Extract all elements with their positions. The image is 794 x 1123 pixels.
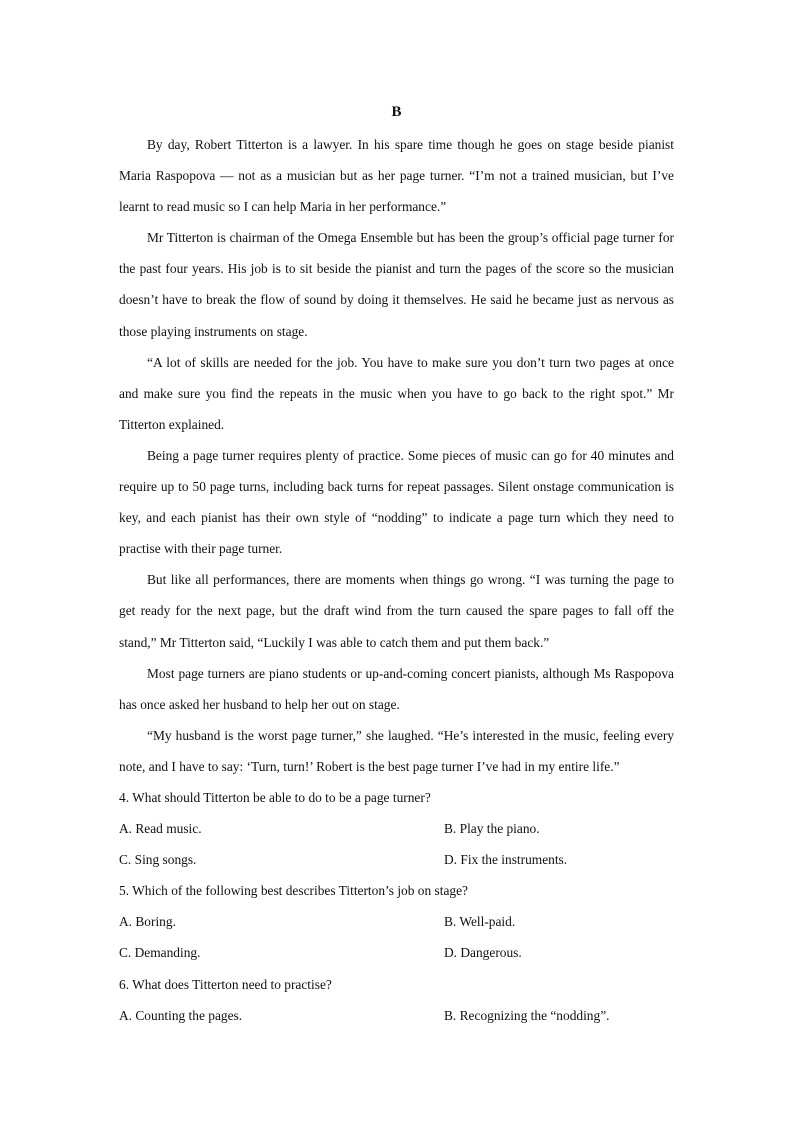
option-a: A. Read music.	[119, 821, 202, 837]
answer-options	[119, 906, 674, 968]
question-4	[119, 782, 674, 875]
option-a: A. Boring.	[119, 914, 176, 930]
passage-paragraph-2: Mr Titterton is chairman of the Omega Ensemble but has been the group’s official page turner for the past four years. His job is to sit beside the pianist and turn the pages of the score so the musician doesn’t have to break the flow of sound by doing it themselves. He said he became just as nervous as those playing instruments on stage.	[119, 230, 674, 339]
question-stem: 4. What should Titterton be able to do to be a page turner?	[119, 789, 431, 805]
question-stem: 5. Which of the following best describes Titterton’s job on stage?	[119, 883, 468, 899]
answer-options	[119, 813, 674, 875]
question-5	[119, 875, 674, 968]
section-title: B	[391, 104, 402, 120]
option-b: B. Recognizing the “nodding”.	[444, 1007, 610, 1023]
passage-paragraph-3: “A lot of skills are needed for the job. You have to make sure you don’t turn two pages at once and make sure you find the repeats in the music when you have to go back to the right spot.” Mr Titterton explained.	[119, 354, 674, 432]
option-a: A. Counting the pages.	[119, 1007, 243, 1023]
option-d: D. Fix the instruments.	[444, 852, 568, 868]
option-b: B. Well-paid.	[444, 914, 516, 930]
answer-options	[119, 1000, 674, 1031]
passage-paragraph-6: Most page turners are piano students or up-and-coming concert pianists, although Ms Raspopova has once asked her husband to help her out on stage.	[119, 665, 674, 712]
option-d: D. Dangerous.	[444, 945, 522, 961]
question-stem: 6. What does Titterton need to practise?	[119, 976, 332, 992]
question-6	[119, 969, 674, 1031]
option-c: C. Demanding.	[119, 945, 201, 961]
passage-paragraph-7: “My husband is the worst page turner,” she laughed. “He’s interested in the music, feeling every note, and I have to say: ‘Turn, turn!’ Robert is the best page turner I’ve had in my entire life.”	[119, 727, 674, 774]
passage-paragraph-1: By day, Robert Titterton is a lawyer. In his spare time though he goes on stage beside pianist Maria Raspopova — not as a musician but as her page turner. “I’m not a trained musician, but I’ve learnt to read music so I can help Maria in her performance.”	[119, 137, 674, 215]
option-b: B. Play the piano.	[444, 821, 540, 837]
passage-paragraph-4: Being a page turner requires plenty of practice. Some pieces of music can go for 40 minutes and require up to 50 page turns, including back turns for repeat passages. Silent onstage communication is key, and each pianist has their own style of “nodding” to indicate a page turn which they need to practise with their page turner.	[119, 447, 674, 557]
document-page	[119, 98, 674, 1031]
option-c: C. Sing songs.	[119, 852, 197, 868]
passage-paragraph-5: But like all performances, there are moments when things go wrong. “I was turning the page to get ready for the next page, but the draft wind from the turn caused the spare pages to fall off the stand,” Mr Titterton said, “Luckily I was able to catch them and put them back.”	[119, 572, 674, 650]
reading-passage	[119, 129, 674, 782]
